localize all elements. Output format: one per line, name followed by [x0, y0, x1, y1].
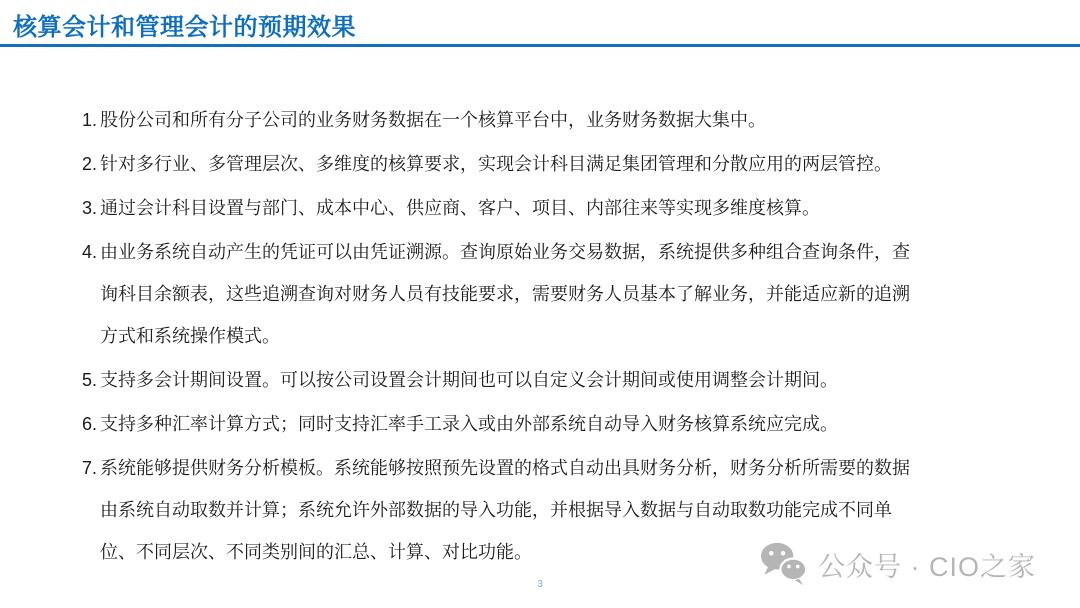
list-item-number: 6. — [82, 414, 98, 434]
list-item — [82, 143, 910, 185]
list-item — [82, 359, 910, 401]
list-item-text: 系统能够提供财务分析模板。系统能够按照预先设置的格式自动出具财务分析，财务分析所需要的数据由系统自动取数并计算；系统允许外部数据的导入功能，并根据导入数据与自动取数功能完成不同单位、不同层次、不同类别间的汇总、计算、对比功能。 — [100, 458, 910, 562]
list-item-text: 由业务系统自动产生的凭证可以由凭证溯源。查询原始业务交易数据，系统提供多种组合查询条件，查询科目余额表，这些追溯查询对财务人员有技能要求，需要财务人员基本了解业务，并能适应新的追溯方式和系统操作模式。 — [100, 242, 910, 346]
slide-body — [82, 99, 912, 575]
list-item-number: 7. — [82, 458, 98, 478]
numbered-list — [82, 99, 912, 573]
page-number: 3 — [537, 579, 543, 590]
list-item — [82, 187, 910, 229]
list-item-number: 5. — [82, 370, 98, 390]
list-item-text: 通过会计科目设置与部门、成本中心、供应商、客户、项目、内部往来等实现多维度核算。 — [100, 198, 820, 218]
list-item-text: 支持多种汇率计算方式；同时支持汇率手工录入或由外部系统自动导入财务核算系统应完成。 — [100, 414, 838, 434]
list-item-text: 股份公司和所有分子公司的业务财务数据在一个核算平台中，业务财务数据大集中。 — [100, 110, 766, 130]
title-divider — [0, 44, 1080, 47]
list-item — [82, 231, 910, 357]
list-item-number: 4. — [82, 242, 98, 262]
watermark — [760, 541, 1036, 587]
wechat-icon — [760, 541, 809, 587]
list-item-number: 3. — [82, 198, 98, 218]
list-item-text: 支持多会计期间设置。可以按公司设置会计期间也可以自定义会计期间或使用调整会计期间。 — [100, 370, 838, 390]
list-item-text: 针对多行业、多管理层次、多维度的核算要求，实现会计科目满足集团管理和分散应用的两层管控。 — [100, 154, 892, 174]
list-item — [82, 403, 910, 445]
list-item — [82, 99, 910, 141]
watermark-label: 公众号 · CIO之家 — [818, 551, 1036, 582]
list-item-number: 2. — [82, 154, 98, 174]
list-item-number: 1. — [82, 110, 98, 130]
page-title: 核算会计和管理会计的预期效果 — [13, 14, 356, 41]
